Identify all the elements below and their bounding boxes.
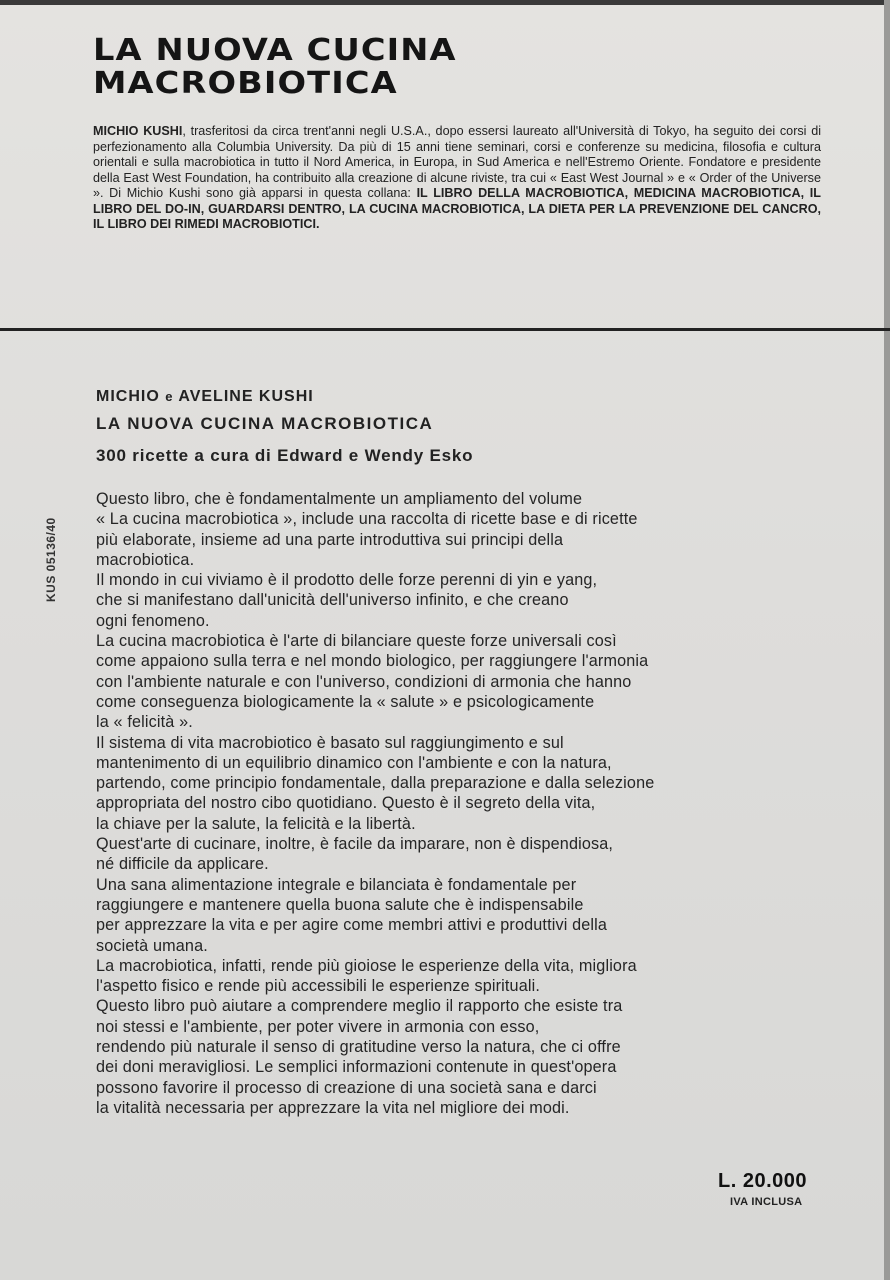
description-line: Questo libro, che è fondamentalmente un ampliamento del volume xyxy=(96,490,583,508)
description-line: che si manifestano dall'unicità dell'universo infinito, e che creano xyxy=(96,591,569,610)
bio-book-titles: IL LIBRO DELLA MACROBIOTICA, MEDICINA MACROBIOTICA, IL LIBRO DEL DO-IN, GUARDARSI DENTRO, LA CUCINA MACROBIOTICA, LA DIETA PER LA PREVENZIONE DEL CANCRO, IL LIBRO DEI RIMEDI MACROBIOTICI. xyxy=(93,186,821,231)
bio-author-name: MICHIO KUSHI xyxy=(93,124,183,138)
description-line: possono favorire il processo di creazione di una società sana e darci xyxy=(96,1078,597,1097)
description-line: società umana. xyxy=(96,936,208,955)
description-line: Una sana alimentazione integrale e bilanciata è fondamentale per xyxy=(96,875,577,894)
description-line: Questo libro può aiutare a comprendere meglio il rapporto che esiste tra xyxy=(96,997,623,1016)
catalog-code: KUS 05136/40 xyxy=(44,517,58,602)
description-line: Il mondo in cui viviamo è il prodotto delle forze perenni di yin e yang, xyxy=(96,571,598,590)
description-line: né difficile da applicare. xyxy=(96,855,269,874)
book-authors xyxy=(96,388,314,406)
author-conjunction: e xyxy=(165,389,174,404)
description-line: la chiave per la salute, la felicità e la libertà. xyxy=(96,814,416,833)
description-line: la vitalità necessaria per apprezzare la vita nel migliore dei modi. xyxy=(96,1098,570,1117)
description-line: La cucina macrobiotica è l'arte di bilanciare queste forze universali così xyxy=(96,632,617,651)
description-line: La macrobiotica, infatti, rende più gioiose le esperienze della vita, migliora xyxy=(96,956,637,975)
price: L. 20.000 xyxy=(718,1170,808,1192)
book-description xyxy=(96,489,824,1118)
top-edge xyxy=(0,0,890,5)
book-subtitle: 300 ricette a cura di Edward e Wendy Esko xyxy=(96,446,474,465)
description-line: l'aspetto fisico e rende più accessibili le esperienze spirituali. xyxy=(96,977,540,996)
description-line: macrobiotica. xyxy=(96,550,195,569)
description-line: per apprezzare la vita e per agire come membri attivi e produttivi della xyxy=(96,916,608,935)
description-line: la « felicità ». xyxy=(96,713,193,732)
description-line: ogni fenomeno. xyxy=(96,611,210,630)
description-line: mantenimento di un equilibrio dinamico con l'ambiente e con la natura, xyxy=(96,753,612,772)
description-line: « La cucina macrobiotica », include una raccolta di ricette base e di ricette xyxy=(96,510,638,529)
description-line: come conseguenza biologicamente la « salute » e psicologicamente xyxy=(96,692,595,711)
description-line: con l'ambiente naturale e con l'universo, condizioni di armonia che hanno xyxy=(96,672,632,691)
author-second: AVELINE KUSHI xyxy=(178,388,314,405)
description-line: più elaborate, insieme ad una parte introduttiva sui principi della xyxy=(96,530,564,549)
book-title: LA NUOVA CUCINA MACROBIOTICA xyxy=(96,414,434,433)
description-line: partendo, come principio fondamentale, dalla preparazione e dalla selezione xyxy=(96,774,655,793)
right-edge xyxy=(884,0,890,1280)
price-note: IVA INCLUSA xyxy=(730,1196,803,1208)
author-bio xyxy=(93,124,821,233)
description-line: appropriata del nostro cibo quotidiano. Questo è il segreto della vita, xyxy=(96,794,596,813)
description-line: Quest'arte di cucinare, inoltre, è facile da imparare, non è dispendiosa, xyxy=(96,835,614,854)
description-line: Il sistema di vita macrobiotico è basato sul raggiungimento e sul xyxy=(96,733,564,752)
author-first: MICHIO xyxy=(96,388,160,405)
description-line: raggiungere e mantenere quella buona salute che è indispensabile xyxy=(96,895,584,914)
description-line: come appaiono sulla terra e nel mondo biologico, per raggiungere l'armonia xyxy=(96,652,649,671)
bio-text: , trasferitosi da circa trent'anni negli U.S.A., dopo essersi laureato all'Università di Tokyo, ha seguito dei corsi di perfezionamento alla Columbia University. Da più di 15 anni tiene seminari, corsi e conferenze su medicina, filosofia e cultura orientali e sulla macrobiotica in tutto il Nord America, in Europa, in Sud America e nell'Estremo Oriente. Fondatore e presidente della East West Foundation, ha contribuito alla creazione di alcune riviste, tra cui « East West Journal » e « Order of the Universe ». Di Michio Kushi sono già apparsi in questa collana: xyxy=(93,124,822,200)
description-line: rendendo più naturale il senso di gratitudine verso la natura, che ci offre xyxy=(96,1038,621,1057)
cover-title-line: MACROBIOTICA xyxy=(93,66,398,101)
description-line: dei doni meravigliosi. Le semplici informazioni contenute in quest'opera xyxy=(96,1058,617,1077)
description-line: noi stessi e l'ambiente, per poter vivere in armonia con esso, xyxy=(96,1017,540,1036)
cover-title-line: LA NUOVA CUCINA xyxy=(93,33,457,68)
section-divider xyxy=(0,328,890,331)
cover-title xyxy=(93,34,457,100)
